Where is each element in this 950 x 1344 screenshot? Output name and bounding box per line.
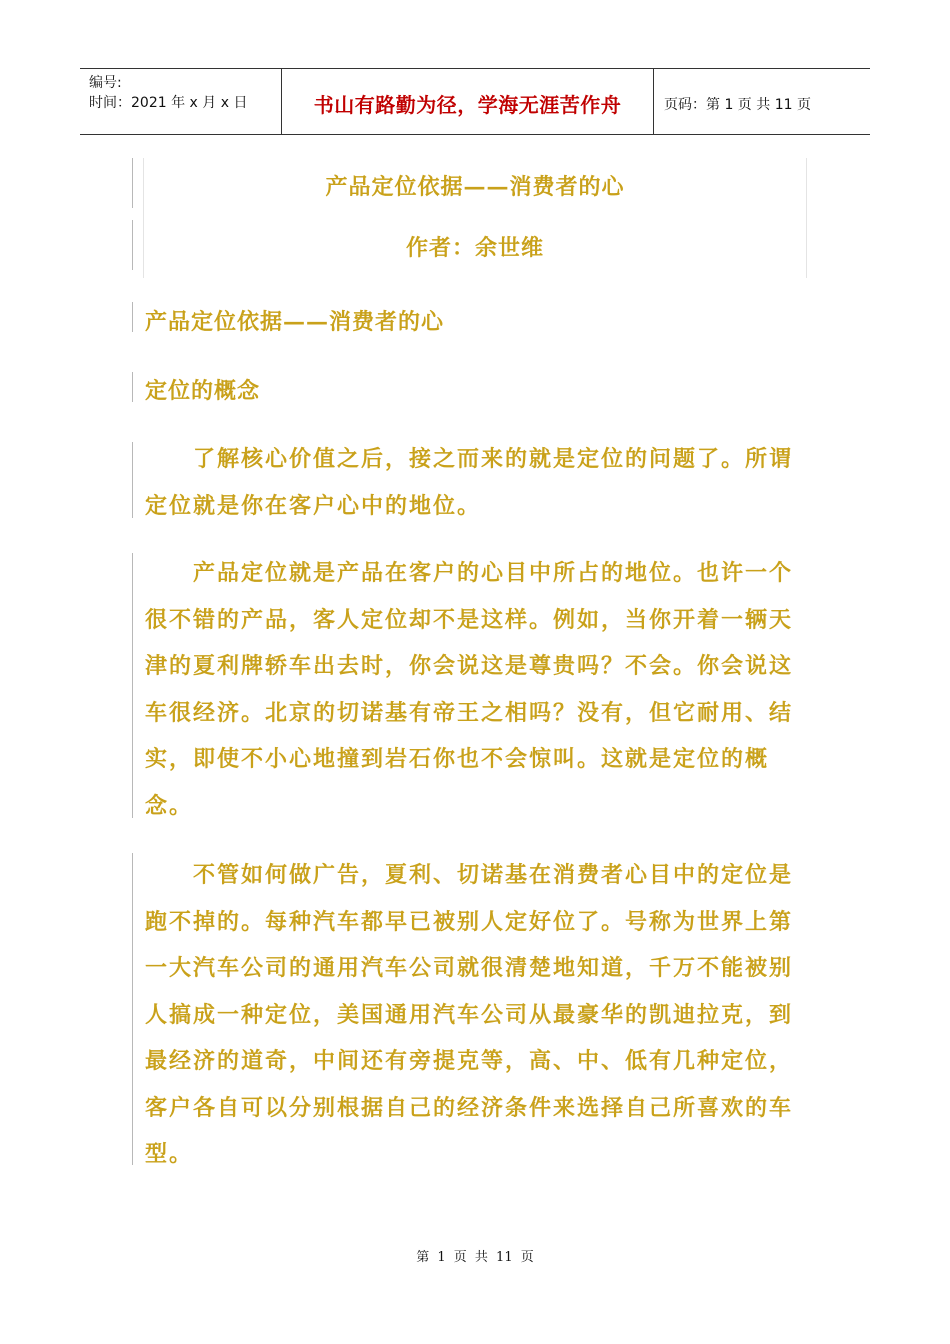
header-meta [80,69,281,134]
document-title: 产品定位依据——消费者的心 [325,174,625,200]
margin-bar [132,372,133,402]
margin-bar [132,442,133,518]
header-motto: 书山有路勤为径，学海无涯苦作舟 [313,93,622,117]
margin-bar [143,158,144,278]
header-page-cell [654,69,870,134]
page-footer: 第 1 页 共 11 页 [416,1250,534,1265]
margin-bar [132,302,133,332]
margin-bar [132,220,133,270]
margin-bar [132,553,133,818]
time-label: 时间：2021 年 x 月 x 日 [89,95,248,111]
document-author: 作者：余世维 [405,235,544,261]
paragraph: 产品定位就是产品在客户的心目中所占的地位。也许一个很不错的产品，客人定位却不是这样。例如，当你开着一辆天津的夏利牌轿车出去时，你会说这是尊贵吗？不会。你会说这车很经济。北京的切诺基有帝王之相吗？没有，但它耐用、结实，即使不小心地撞到岩石你也不会惊叫。这就是定位的概念。 [145,560,794,819]
paragraph: 了解核心价值之后，接之而来的就是定位的问题了。所谓定位就是你在客户心中的地位。 [145,446,794,519]
section-heading: 产品定位依据——消费者的心 [145,309,445,335]
page-header [80,68,870,135]
header-page-label: 页码：第 1 页 共 11 页 [664,96,811,113]
margin-bar [132,853,133,1165]
number-label: 编号: [89,75,122,91]
sub-heading: 定位的概念 [145,378,261,404]
header-motto-cell [281,69,654,134]
margin-bar [806,158,807,278]
paragraph: 不管如何做广告，夏利、切诺基在消费者心目中的定位是跑不掉的。每种汽车都早已被别人定好位了。号称为世界上第一大汽车公司的通用汽车公司就很清楚地知道，千万不能被别人搞成一种定位，美国通用汽车公司从最豪华的凯迪拉克，到最经济的道奇，中间还有旁提克等，高、中、低有几种定位，客户各自可以分别根据自己的经济条件来选择自己所喜欢的车型。 [145,862,794,1167]
margin-bar [132,158,133,208]
